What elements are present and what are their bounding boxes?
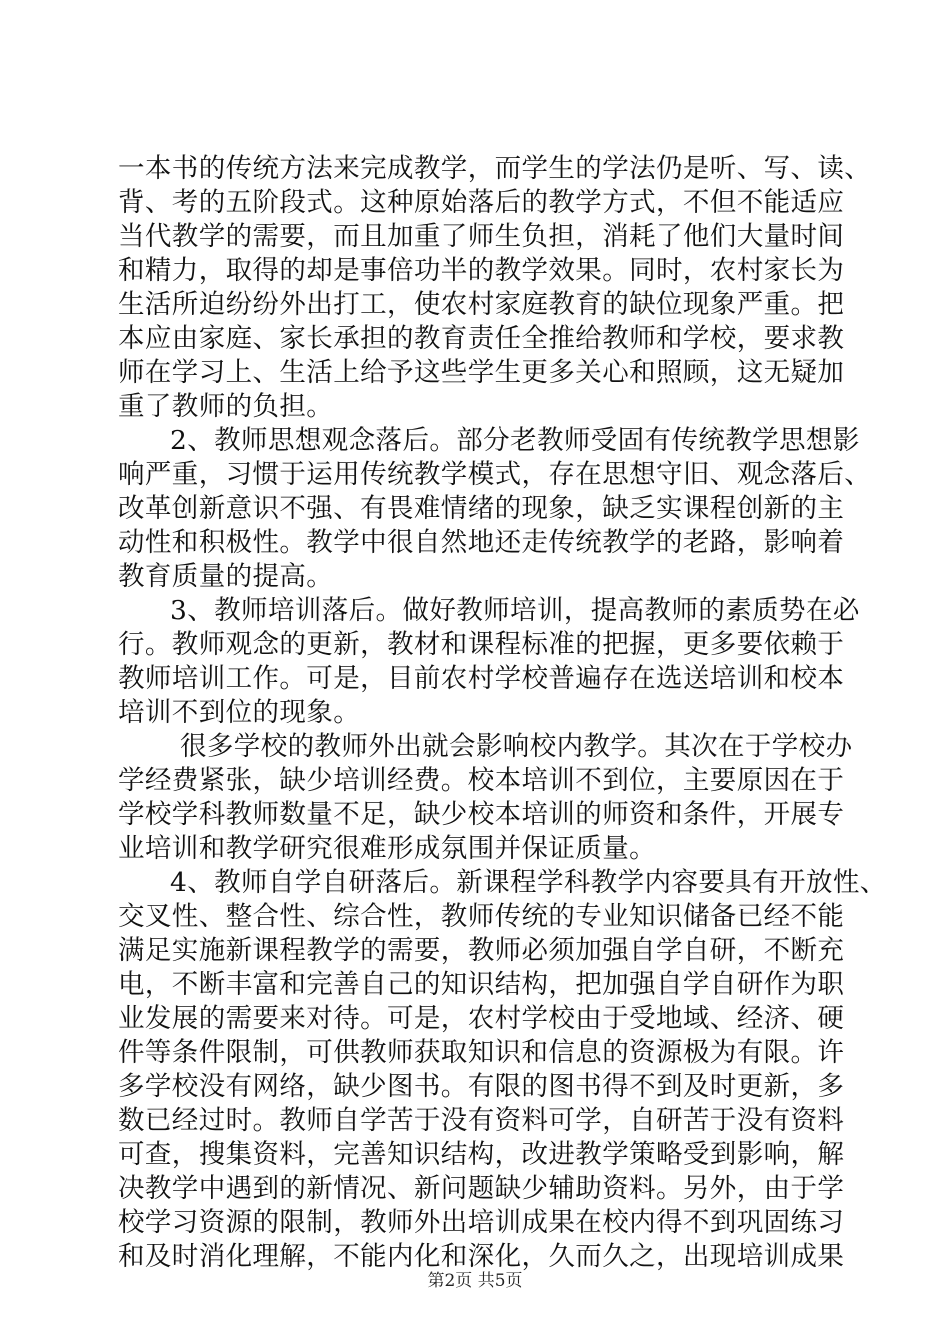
text-line: 改革创新意识不强、有畏难情绪的现象，缺乏实课程创新的主 [118,493,845,524]
text-line: 培训不到位的现象。 [118,697,361,728]
text-line: 校学习资源的限制，教师外出培训成果在校内得不到巩固练习 [118,1207,845,1238]
text-line: 师在学习上、生活上给予这些学生更多关心和照顾，这无疑加 [118,357,845,388]
text-line: 满足实施新课程教学的需要，教师必须加强自学自研，不断充 [118,935,845,966]
text-line: 电，不断丰富和完善自己的知识结构，把加强自学自研作为职 [118,969,845,1000]
text-line: 学经费紧张，缺少培训经费。校本培训不到位，主要原因在于 [118,765,845,796]
text-line: 背、考的五阶段式。这种原始落后的教学方式，不但不能适应 [118,187,845,218]
text-line: 业发展的需要来对待。可是，农村学校由于受地域、经济、硬 [118,1003,845,1034]
text-line: 可查，搜集资料，完善知识结构，改进教学策略受到影响，解 [118,1139,845,1170]
paragraph-heading-line: 2、教师思想观念落后。部分老教师受固有传统教学思想影 [170,425,860,456]
text-line: 生活所迫纷纷外出打工，使农村家庭教育的缺位现象严重。把 [118,289,845,320]
paragraph-first-line: 很多学校的教师外出就会影响校内教学。其次在于学校办 [180,731,853,762]
text-line: 本应由家庭、家长承担的教育责任全推给教师和学校，要求教 [118,323,845,354]
paragraph-heading-line: 4、教师自学自研落后。新课程学科教学内容要具有开放性、 [170,867,887,898]
text-line: 业培训和教学研究很难形成氛围并保证质量。 [118,833,656,864]
text-line: 件等条件限制，可供教师获取知识和信息的资源极为有限。许 [118,1037,845,1068]
text-line: 交叉性、整合性、综合性，教师传统的专业知识储备已经不能 [118,901,845,932]
page-number-footer: 第2页 共5页 [427,1271,523,1291]
text-line: 数已经过时。教师自学苦于没有资料可学，自研苦于没有资料 [118,1105,845,1136]
text-line: 行。教师观念的更新，教材和课程标准的把握，更多要依赖于 [118,629,845,660]
text-line: 多学校没有网络，缺少图书。有限的图书得不到及时更新，多 [118,1071,845,1102]
text-line: 和及时消化理解，不能内化和深化，久而久之，出现培训成果 [118,1241,845,1272]
text-line: 响严重，习惯于运用传统教学模式，存在思想守旧、观念落后、 [118,459,872,490]
text-line: 一本书的传统方法来完成教学，而学生的学法仍是听、写、读、 [118,153,872,184]
paragraph-heading-line: 3、教师培训落后。做好教师培训，提高教师的素质势在必 [170,595,860,626]
text-line: 和精力，取得的却是事倍功半的教学效果。同时，农村家长为 [118,255,845,286]
text-line: 教师培训工作。可是，目前农村学校普遍存在选送培训和校本 [118,663,845,694]
text-line: 决教学中遇到的新情况、新问题缺少辅助资料。另外，由于学 [118,1173,845,1204]
body-text [118,152,887,1274]
text-line: 当代教学的需要，而且加重了师生负担，消耗了他们大量时间 [118,221,845,252]
text-line: 学校学科教师数量不足，缺少校本培训的师资和条件，开展专 [118,799,845,830]
text-line: 教育质量的提高。 [118,561,334,592]
text-line: 动性和积极性。教学中很自然地还走传统教学的老路，影响着 [118,527,845,558]
text-line: 重了教师的负担。 [118,391,334,422]
